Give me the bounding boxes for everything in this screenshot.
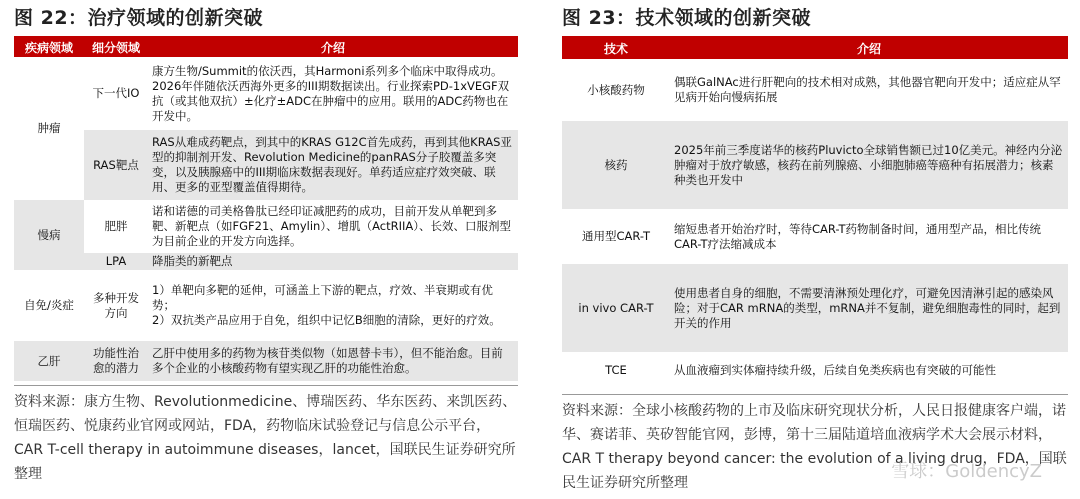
intro-cell: 使用患者自身的细胞，不需要清淋预处理化疗，可避免因清淋引起的感染风险；对于CAR mRNA的类型，mRNA并不复制，避免细胞毒性的同时，起到开关的作用 <box>674 285 1061 330</box>
table-row <box>562 209 1068 264</box>
figure-23 <box>562 0 1068 495</box>
tech-cell: 核药 <box>604 157 628 172</box>
subfield-cell: 功能性治愈的潜力 <box>93 346 139 375</box>
figure-22 <box>14 0 518 486</box>
table-row <box>14 253 518 270</box>
intro-cell: 1）单靶向多靶的延伸，可涵盖上下游的靶点，疗效、半衰期或有优势； 2）双抗类产品应用于自免，组织中记忆B细胞的清除，更好的疗效。 <box>152 283 501 327</box>
watermark: 雪球：GoldencyZ <box>891 461 1042 482</box>
disease-cell: 自免/炎症 <box>24 298 74 312</box>
subfield-cell: LPA <box>84 253 148 270</box>
header-subfield: 细分领域 <box>84 38 148 57</box>
tech-cell: in vivo CAR-T <box>578 300 654 315</box>
subfield-cell: 下一代IO <box>92 86 140 100</box>
subfield-cell: RAS靶点 <box>84 130 148 200</box>
intro-cell: 缩短患者开始治疗时，等待CAR-T药物制备时间，通用型产品，相比传统CAR-T疗法缩减成本 <box>674 221 1042 251</box>
intro-cell: 从血液瘤到实体瘤持续升级，后续自免类疾病也有突破的可能性 <box>674 362 996 377</box>
intro-cell: 降脂类的新靶点 <box>148 253 518 270</box>
table-row <box>562 121 1068 209</box>
table-row <box>14 270 518 341</box>
table-row <box>14 200 518 253</box>
figure-22-title: 图 22：治疗领域的创新突破 <box>14 7 264 29</box>
header-tech: 技术 <box>562 38 670 59</box>
tech-cell: 小核酸药物 <box>587 82 645 97</box>
intro-cell: 康方生物/Summit的依沃西，其Harmoni系列多个临床中取得成功。2026年伴随依沃西海外更多的III期数据读出。行业探索PD-1xVEGF双抗（或其他双抗）±化疗±ADC在肿瘤中的应用。联用的ADC药物也在开发中。 <box>152 63 510 123</box>
header-intro: 介绍 <box>148 38 518 57</box>
subfield-cell: 肥胖 <box>84 200 148 253</box>
disease-cell: 肿瘤 <box>37 121 61 135</box>
table-row <box>14 130 518 200</box>
intro-cell: RAS从难成药靶点，到其中的KRAS G12C首先成药，再到其他KRAS亚型的抑制剂开发、Revolution Medicine的panRAS分子胶覆盖多突变，以及胰腺癌中的III期临床数据表现好。单药适应症疗效突破、联用、更多的亚型覆盖值得期待。 <box>148 130 518 200</box>
intro-cell: 2025年前三季度诺华的核药Pluvicto全球销售额已过10亿美元。神经内分泌肿瘤对于放疗敏感，核药在前列腺癌、小细胞肺癌等癌种有拓展潜力；核素种类也开发中 <box>674 142 1063 187</box>
table-row <box>14 57 518 130</box>
disease-cell: 慢病 <box>37 227 61 242</box>
table-row <box>562 264 1068 352</box>
source-note: 资料来源：全球小核酸药物的上市及临床研究现状分析，人民日报健康客户端，诺华、赛诺菲、英矽智能官网，彭博，第十三届陆道培血液病学术大会展示材料，CAR T therapy beyond cancer: the evolution of a living drug，FDA，国联民生证券研究所整理 <box>562 394 1068 495</box>
table-header <box>14 38 518 57</box>
intro-cell: 乙肝中使用多的药物为核苷类似物（如恩替卡韦），但不能治愈。目前多个企业的小核酸药物有望实现乙肝的功能性治愈。 <box>152 346 503 375</box>
source-note: 资料来源：康方生物、Revolutionmedicine、博瑞医药、华东医药、来凯医药、恒瑞医药、悦康药业官网或网站，FDA，药物临床试验登记与信息公示平台，CAR T-cell therapy in autoimmune diseases，lancet，国联民生证券研究所整理 <box>14 385 518 486</box>
figure-23-title: 图 23：技术领域的创新突破 <box>562 7 812 29</box>
tech-cell: 通用型CAR-T <box>581 229 651 243</box>
table-row <box>562 352 1068 388</box>
header-intro: 介绍 <box>670 38 1068 59</box>
intro-cell: 偶联GalNAc进行肝靶向的技术相对成熟，其他器官靶向开发中；适应症从罕见病开始向慢病拓展 <box>674 75 1061 104</box>
tech-cell: TCE <box>605 362 627 377</box>
technology-table <box>562 38 1068 388</box>
header-disease: 疾病领域 <box>14 38 84 57</box>
table-row <box>562 59 1068 121</box>
intro-cell: 诺和诺德的司美格鲁肽已经印证减肥药的成功，目前开发从单靶到多靶、新靶点（如FGF21、Amylin）、增肌（ActRIIA）、长效、口服剂型为目前企业的开发方向选择。 <box>148 200 518 253</box>
treatment-table <box>14 38 518 381</box>
disease-cell: 乙肝 <box>37 353 61 368</box>
subfield-cell: 多种开发方向 <box>93 290 139 320</box>
table-row <box>14 341 518 381</box>
table-header <box>562 38 1068 59</box>
